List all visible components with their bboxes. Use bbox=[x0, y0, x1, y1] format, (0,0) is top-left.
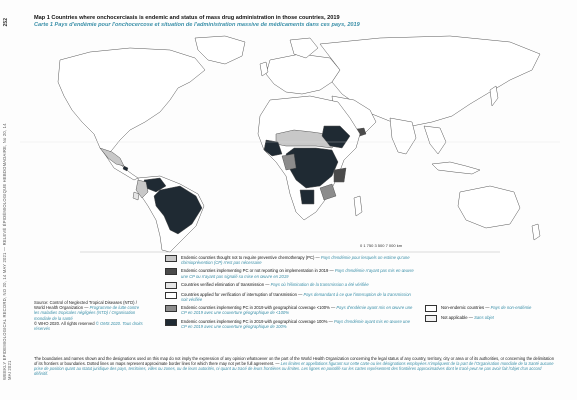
title-label-en: Map 1 bbox=[34, 15, 50, 21]
legend-secondary bbox=[425, 305, 565, 325]
legend-label-en: Endemic countries thought not to require preventive chemotherapy (PC) bbox=[181, 255, 315, 260]
legend-swatch bbox=[165, 305, 177, 312]
legend-label-en: Endemic countries implementing PC in 2019 with geographical coverage 100% bbox=[181, 318, 328, 324]
legend-swatch bbox=[425, 315, 437, 322]
source-fr: Programme de lutte contre les maladies tropicales négligées (NTD) / Organisation mondiale de la santé bbox=[34, 305, 140, 321]
title-label-fr: Carte 1 bbox=[34, 22, 53, 28]
world-map bbox=[20, 30, 560, 255]
legend-item: Endemic countries implementing PC in 2019 with geographical coverage <100% — Pays d'endémie ayant mis en œuvre une CP en 2019 avec une couverture géographique de <100% bbox=[165, 305, 415, 315]
title-french bbox=[34, 22, 554, 29]
legend-label-en: Not applicable bbox=[441, 315, 468, 320]
legend-label-fr: Pays d'endémie ayant mis en œuvre une CP en 2019 avec une couverture géographique de <100% bbox=[181, 305, 413, 316]
legend-swatch bbox=[165, 292, 177, 299]
legend-label-fr: Pays demandant à ce que l'interruption de la transmission soit vérifiée bbox=[181, 291, 411, 303]
legend-item: Not applicable — Sans objet bbox=[425, 315, 565, 322]
east-africa-dark-2 bbox=[334, 168, 346, 182]
legend-item: Endemic countries implementing PC in 2019 with geographical coverage 100% — Pays d'endémie ayant mis en œuvre une CP en 2019 avec une couverture géographique de 100% bbox=[165, 319, 415, 329]
legend-label-fr: Pays d'endémie n'ayant pas mis en œuvre une CP ou n'ayant pas signalé sa mise en œuvre en 2019 bbox=[181, 268, 414, 279]
angola-dark bbox=[300, 190, 314, 204]
disclaimer-en: The boundaries and names shown and the designations used on this map do not imply the expression of any opinion whatsoever on the part of the World Health Organization concerning the legal status of any country, territory, city or area or of its authorities, or concerning the delimitation of its frontiers or boundaries. Dotted lines on maps represent approximate border lines for which there may not yet be full agreement. bbox=[34, 356, 554, 366]
legend-swatch bbox=[165, 255, 177, 262]
copyright-fr: © OMS 2020. Tous droits réservés bbox=[34, 320, 143, 332]
title-text-fr: Pays d'endémie pour l'onchocercose et situation de l'administration massive de médicaments dans ces pays, 2019 bbox=[54, 22, 360, 28]
source-en: Source: Control of Neglected Tropical Diseases (NTD) / World Health Organization bbox=[34, 300, 137, 311]
map-title bbox=[34, 15, 554, 29]
legend bbox=[165, 255, 415, 332]
legend-swatch bbox=[425, 305, 437, 312]
legend-label-en: Countries verified elimination of transmission bbox=[181, 281, 265, 287]
legend-label-en: Endemic countries implementing PC or not reporting on implementation in 2019 bbox=[181, 268, 329, 274]
legend-label-fr: Pays de non-endémie bbox=[490, 305, 532, 310]
page-number: 252 bbox=[3, 18, 9, 27]
legend-swatch bbox=[165, 268, 177, 275]
legend-label-fr: Sans objet bbox=[474, 315, 494, 320]
legend-label-fr: Pays d'endémie pour lesquels on estime qu'une chimioprévention (CP) n'est pas nécessaire bbox=[181, 255, 410, 266]
legend-label-en: Endemic countries implementing PC in 2019 with geographical coverage <100% bbox=[181, 305, 330, 311]
scale-bar: 0 1 750 3 500 7 000 km bbox=[360, 243, 403, 248]
legend-label-en: Non-endemic countries bbox=[441, 305, 485, 310]
legend-item: Countries verified elimination of transmission — Pays où l'élimination de la transmission a été vérifiée bbox=[165, 282, 415, 289]
legend-label-fr: Pays où l'élimination de la transmission a été vérifiée bbox=[270, 281, 369, 287]
side-running-header: WEEKLY EPIDEMIOLOGICAL RECORD, NO 20, 14 MAY 2021 — RELEVÉ ÉPIDÉMIOLOGIQUE HEBDOMADAIRE, No 20, 14 MAI 2021 bbox=[2, 123, 12, 380]
legend-label-en: Countries applied for verification of interruption of transmission bbox=[181, 291, 297, 297]
legend-swatch bbox=[165, 319, 177, 326]
legend-swatch bbox=[165, 282, 177, 289]
legend-item: Endemic countries implementing PC or not reporting on implementation in 2019 — Pays d'endémie n'ayant pas mis en œuvre une CP ou n'ayant pas signalé sa mise en œuvre en 2019 bbox=[165, 268, 415, 278]
disclaimer: The boundaries and names shown and the designations used on this map do not imply the expression of any opinion whatsoever on the part of the World Health Organization concerning the legal status of any country, territory, city or area or of its authorities, or concerning the delimitation of its frontiers or boundaries. Dotted lines on maps represent approximate border lines for which there may not yet be full agreement. — Les limites et appellations figurant sur cette carte ou les désignations employées n'impliquent de la part de l'Organisation mondiale de la Santé aucune prise de position quant au statut juridique des pays, territoires, villes ou zones, ou de leurs autorités, ni quant au tracé de leurs frontières ou limites. Les lignes en pointillé sur les cartes représentent des frontières approximatives dont le tracé peut ne pas avoir fait l'objet d'un accord définitif. bbox=[34, 356, 554, 376]
copyright-en: © WHO 2020. All rights reserved bbox=[34, 320, 95, 326]
source-note: Source: Control of Neglected Tropical Diseases (NTD) / World Health Organization — Programme de lutte contre les maladies tropicales négligées (NTD) / Organisation mondiale de la santé © WHO 2020. All rights reserved © OMS 2020. Tous droits réservés bbox=[34, 300, 143, 332]
disclaimer-fr: Les limites et appellations figurant sur cette carte ou les désignations employées n'impliquent de la part de l'Organisation mondiale de la Santé aucune prise de position quant au statut juridique des pays, territoires, villes ou zones, ou de leurs autorités, ni quant au tracé de leurs frontières ou limites. Les lignes en pointillé sur les cartes représentent des frontières approximatives dont le tracé peut ne pas avoir fait l'objet d'un accord définitif. bbox=[34, 361, 554, 376]
legend-item: Countries applied for verification of interruption of transmission — Pays demandant à ce que l'interruption de la transmission soit vérifiée bbox=[165, 292, 415, 302]
title-english bbox=[34, 15, 554, 22]
legend-item: Non-endemic countries — Pays de non-endémie bbox=[425, 305, 565, 312]
legend-label-fr: Pays d'endémie ayant mis en œuvre une CP en 2019 avec une couverture géographique de 100% bbox=[181, 318, 410, 329]
legend-item: Endemic countries thought not to require preventive chemotherapy (PC) — Pays d'endémie pour lesquels on estime qu'une chimioprévention (CP) n'est pas nécessaire bbox=[165, 255, 415, 265]
title-text-en: Countries where onchocerciasis is endemic and status of mass drug administration in those countries, 2019 bbox=[51, 15, 340, 21]
